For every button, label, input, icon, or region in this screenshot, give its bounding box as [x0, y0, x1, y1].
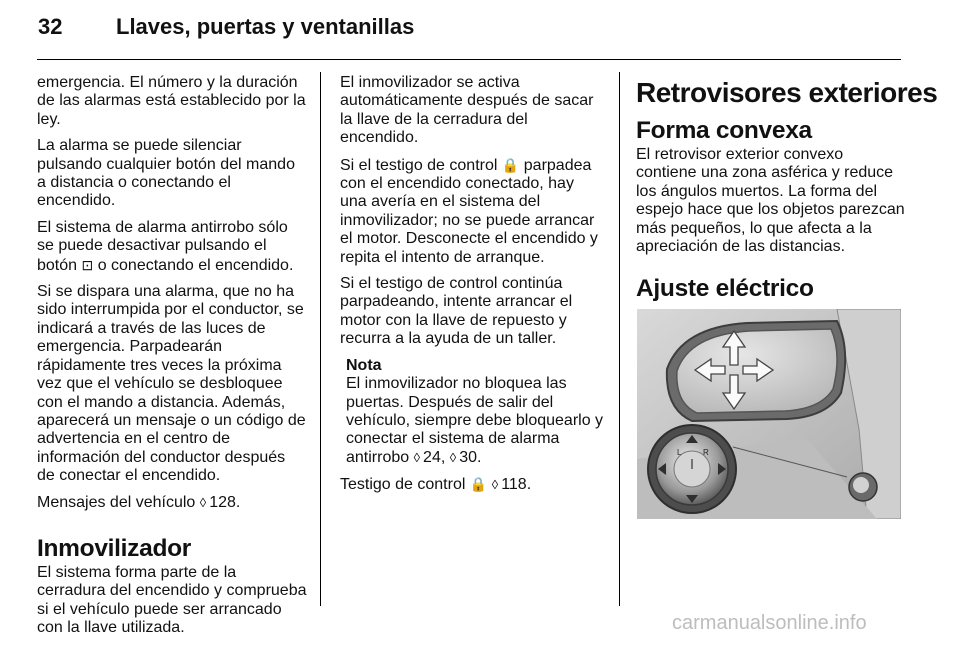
immobilizer-lamp-icon: 🔒: [469, 476, 488, 493]
section-heading-retrovisores: Retrovisores exteriores: [636, 77, 938, 108]
subheading-forma-convexa: Forma convexa: [636, 117, 812, 144]
paragraph: El inmovilizador se activa automáticamente después de sacar la llave de la cerradura del encendido.: [340, 74, 594, 147]
column-divider-2: [619, 72, 620, 606]
note-box: [346, 357, 605, 467]
reference-icon: ◊: [491, 477, 499, 493]
page-reference: 118.: [501, 476, 532, 494]
page-reference: 128.: [209, 493, 241, 511]
reference-icon: ◊: [199, 494, 207, 510]
page-reference: 30.: [459, 448, 482, 466]
paragraph: [340, 156, 605, 267]
column-divider-1: [320, 72, 321, 606]
text: o conectando el encendido.: [97, 256, 294, 274]
subheading-ajuste-electrico: Ajuste eléctrico: [636, 275, 814, 303]
text: Testigo de control: [340, 476, 466, 494]
text: El sistema de alarma antirrobo sólo se puede desactivar pulsando el botón: [37, 218, 288, 274]
paragraph: La alarma se puede silenciar pulsando cualquier botón del mando a distancia o conectando el encendido.: [37, 137, 295, 210]
text: El inmovilizador no bloquea las puertas. Después de salir del vehículo, siempre debe bloquearlo y conectar el sistema de alarma antirrobo: [346, 375, 604, 466]
knob-right-label: R: [703, 448, 709, 457]
watermark: carmanualsonline.info: [672, 612, 867, 634]
paragraph: [37, 494, 307, 512]
page-reference: 24,: [423, 448, 446, 466]
paragraph: [37, 219, 307, 275]
mirror-illustration-svg: [637, 309, 901, 519]
column-1: [37, 74, 307, 646]
column-2: [340, 74, 605, 503]
reference-icon: ◊: [449, 449, 457, 465]
page-header: [38, 14, 414, 40]
text: parpadea con el encendido conectado, hay una avería en el sistema del inmovilizador; no se puede arrancar el motor. Desconecte el encendido y repita el intento de arranque.: [340, 156, 598, 266]
lock-button-icon: ⊡: [81, 256, 94, 273]
text: Mensajes del vehículo: [37, 493, 196, 511]
text: Si el testigo de control: [340, 156, 498, 174]
chapter-title: Llaves, puertas y ventanillas: [116, 14, 415, 39]
paragraph: El retrovisor exterior convexo contiene una zona asférica y reduce los ángulos muertos. La forma del espejo hace que los objetos parezcan más pequeños, lo que afecta a la apreciación de las distancias.: [636, 146, 905, 256]
paragraph: [340, 475, 605, 494]
paragraph: Si el testigo de control continúa parpadeando, intente arrancar el motor con la llave de repuesto y recurra a la ayuda de un taller.: [340, 275, 573, 348]
knob-left-label: L: [677, 448, 682, 457]
section-heading-inmovilizador: Inmovilizador: [37, 534, 192, 562]
paragraph: El sistema forma parte de la cerradura del encendido y comprueba si el vehículo puede ser arrancado con la llave utilizada.: [37, 563, 307, 637]
mirror-adjustment-illustration: [637, 309, 901, 519]
immobilizer-lamp-icon: 🔒: [501, 156, 520, 173]
page-number: 32: [38, 14, 63, 39]
paragraph: Si se dispara una alarma, que no ha sido interrumpida por el conductor, se indicará a través de las luces de emergencia. Parpadearán rápidamente tres veces la próxima vez que el vehículo se desbloquee con el mando a distancia. Además, aparecerá un mensaje o un código de advertencia en el centro de información del conductor después de conectar el encendido.: [37, 283, 306, 485]
column-3: [636, 76, 938, 304]
reference-icon: ◊: [413, 449, 421, 465]
note-title: Nota: [346, 356, 382, 374]
note-text: [346, 375, 605, 467]
header-rule: [37, 59, 901, 60]
paragraph: emergencia. El número y la duración de las alarmas está establecido por la ley.: [37, 74, 306, 128]
